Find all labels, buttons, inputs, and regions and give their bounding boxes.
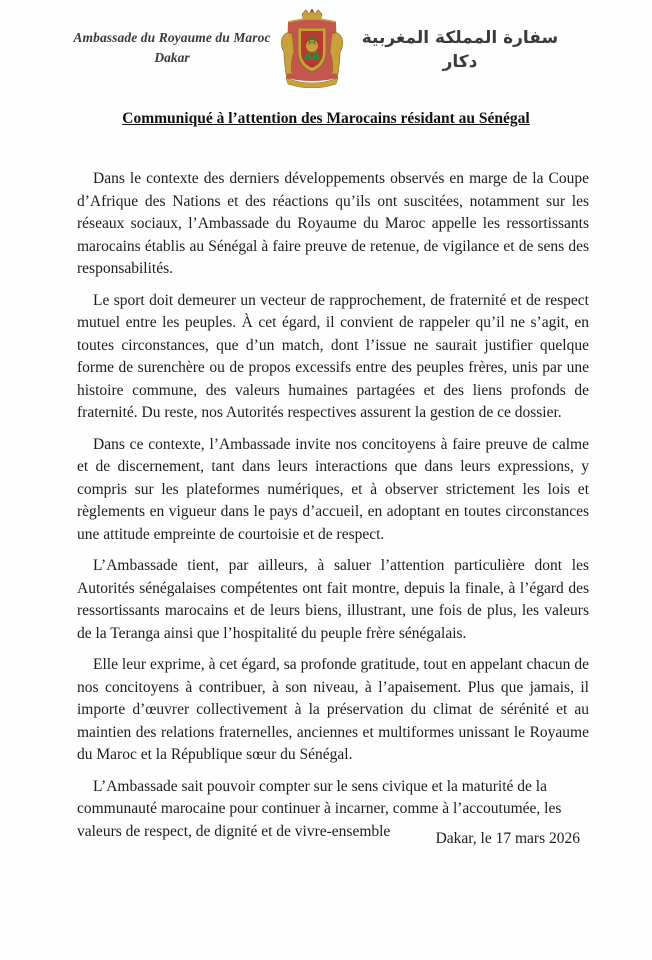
place-and-date: Dakar, le 17 mars 2026: [435, 830, 580, 847]
paragraph-3: Dans ce contexte, l’Ambassade invite nos concitoyens à faire preuve de calme et de discernement, tant dans leurs interactions que dans leurs expressions, y compris sur les plateformes numériques, et à observer strictement les lois et règlements en vigueur dans le pays d’accueil, en adoptant en toutes circonstances une attitude empreinte de courtoisie et de respect.: [77, 435, 589, 543]
paragraph-5: Elle leur exprime, à cet égard, sa profonde gratitude, tout en appelant chacun de nos concitoyens à contribuer, à son niveau, à l’apaisement. Plus que jamais, il importe d’œuvrer collectivement à la préservation du climat de sérénité et au maintien des relations fraternelles, anciennes et multiformes unissant le Royaume du Maroc et la République sœur du Sénégal.: [77, 656, 589, 763]
embassy-name-french: Ambassade du Royaume du Maroc: [73, 30, 271, 45]
embassy-name-arabic: سفارة المملكة المغربية: [361, 28, 559, 48]
communique-body: [77, 168, 589, 852]
embassy-city-french: Dakar: [154, 50, 190, 65]
paragraph-4: L’Ambassade tient, par ailleurs, à saluer l’attention particulière dont les Autorités sénégalaises compétentes ont fait montre, depuis la finale, à l’égard des ressortissants marocains et de leurs biens, illustrant, une fois de plus, les valeurs de la Teranga ainsi que l’hospitalité du peuple frère sénégalais.: [77, 557, 589, 642]
letterhead: [0, 0, 652, 96]
letterhead-arabic: [360, 26, 560, 74]
paragraph-2: Le sport doit demeurer un vecteur de rapprochement, de fraternité et de respect mutuel entre les peuples. À cet égard, il convient de rappeler qu’il ne s’agit, en toutes circonstances, que d’un match, dont l’issue ne saurait justifier quelque forme de surenchère ou de propos excessifs entre des peuples frères, unis par une histoire commune, des valeurs humaines partagées et des liens profonds de fraternité. Du reste, nos Autorités respectives assurent la gestion de ce dossier.: [77, 291, 589, 421]
paragraph-1: Dans le contexte des derniers développements observés en marge de la Coupe d’Afrique des Nations et des réactions qu’ils ont suscitées, notamment sur les réseaux sociaux, l’Ambassade du Royaume du Maroc appelle les ressortissants marocains établis au Sénégal à faire preuve de retenue, de vigilance et de sens des responsabilités.: [77, 170, 589, 277]
coat-of-arms-of-morocco-icon: [278, 8, 346, 88]
communique-title: Communiqué à l’attention des Marocains résidant au Sénégal: [122, 110, 530, 127]
letterhead-french: [72, 28, 272, 68]
embassy-city-arabic: دكار: [442, 52, 478, 72]
paragraph-6: L’Ambassade sait pouvoir compter sur le sens civique et la maturité de la communauté marocaine pour continuer à incarner, comme à l’accoutumée, les valeurs de respect, de dignité et de vivre-ensemble: [77, 777, 562, 840]
